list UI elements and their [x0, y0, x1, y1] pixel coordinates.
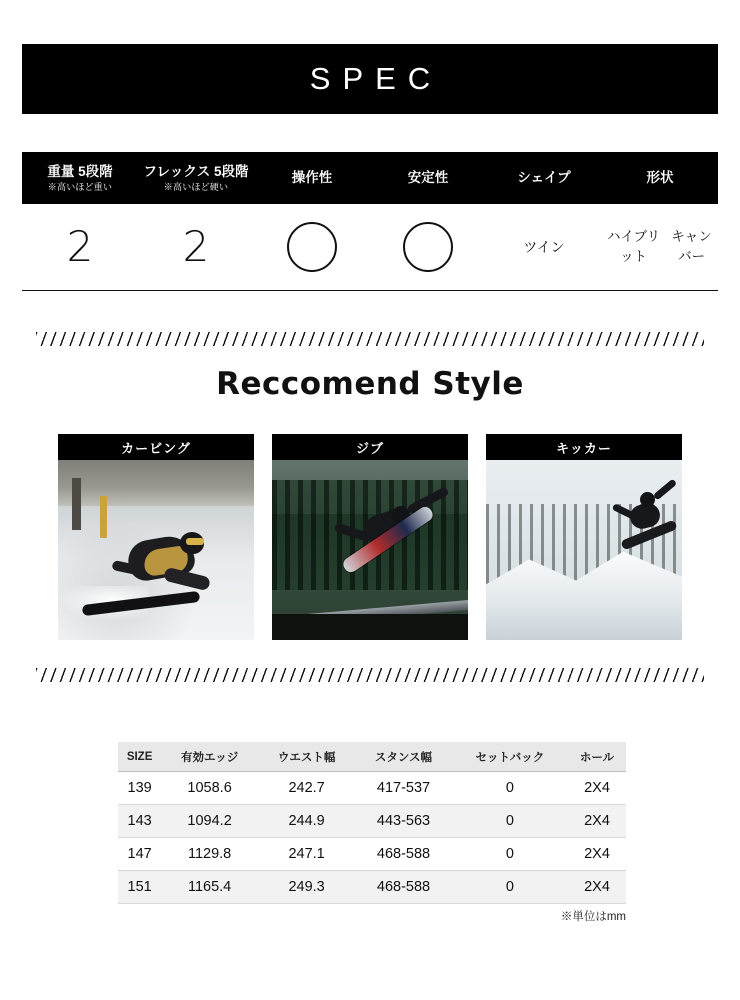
size-table-header-row [118, 742, 626, 772]
spec-header-form-label: 形状 [646, 170, 674, 186]
recommend-style-title: Reccomend Style [216, 366, 524, 402]
carving-photo [58, 460, 254, 640]
kicker-photo [486, 460, 682, 640]
size-col-effective-edge: 有効エッジ [161, 742, 258, 772]
size-table-note: ※単位はmm [560, 911, 626, 923]
spec-table-header-row [22, 152, 718, 204]
spec-value-form-line1: ハイブリット [607, 229, 661, 264]
spec-header-flex-label: フレックス 5段階 [143, 164, 249, 180]
spec-value-weight: 2 [66, 221, 94, 271]
spec-table-value-row [22, 204, 718, 291]
rider-figure [330, 486, 450, 576]
recommend-card-carving [58, 434, 254, 640]
rider-goggles [186, 538, 204, 545]
cell-setback: 0 [452, 871, 568, 904]
cell-effective-edge: 1094.2 [161, 805, 258, 838]
cell-hole: 2X4 [568, 871, 626, 904]
spec-header-flex-note: ※高いほど硬い [163, 181, 229, 192]
rider-head [640, 492, 655, 507]
rider-figure [106, 532, 222, 602]
cell-size: 143 [118, 805, 161, 838]
cell-waist-width: 249.3 [258, 871, 355, 904]
cell-effective-edge: 1129.8 [161, 838, 258, 871]
cell-hole: 2X4 [568, 805, 626, 838]
circle-icon [287, 222, 337, 272]
spec-header-shape-label: シェイプ [517, 170, 571, 186]
spec-header-flex [138, 152, 254, 204]
size-col-size: SIZE [118, 742, 161, 772]
spec-value-form [602, 204, 718, 290]
cell-stance-width: 417-537 [355, 772, 452, 805]
size-col-hole: ホール [568, 742, 626, 772]
spec-banner-title: SPEC [309, 61, 443, 96]
recommend-card-kicker [486, 434, 682, 640]
cell-setback: 0 [452, 838, 568, 871]
spec-header-handling-label: 操作性 [291, 170, 333, 186]
rider-figure [612, 484, 678, 546]
spec-header-weight-label: 重量 5段階 [47, 164, 113, 180]
size-col-setback: セットバック [452, 742, 568, 772]
spec-table [22, 152, 718, 291]
circle-icon [403, 222, 453, 272]
spec-header-weight [22, 152, 138, 204]
size-table [118, 742, 626, 904]
tree-background [58, 460, 254, 506]
spec-header-stability [370, 152, 486, 204]
spec-banner [22, 44, 718, 114]
cell-stance-width: 468-588 [355, 838, 452, 871]
spec-value-stability [370, 204, 486, 290]
spec-value-form-line2: キャンバー [671, 229, 712, 264]
cell-effective-edge: 1058.6 [161, 772, 258, 805]
hatch-divider-top [36, 332, 704, 346]
table-row [118, 805, 626, 838]
rider-arm-left [653, 478, 677, 500]
table-row [118, 838, 626, 871]
recommend-card-kicker-label: キッカー [486, 434, 682, 460]
recommend-card-jib-label: ジブ [272, 434, 468, 460]
size-col-stance-width: スタンス幅 [355, 742, 452, 772]
cell-waist-width: 247.1 [258, 838, 355, 871]
cell-stance-width: 443-563 [355, 805, 452, 838]
size-col-waist-width: ウエスト幅 [258, 742, 355, 772]
spec-value-shape: ツイン [523, 238, 565, 255]
cell-stance-width: 468-588 [355, 871, 452, 904]
recommend-card-carving-label: カービング [58, 434, 254, 460]
cell-hole: 2X4 [568, 838, 626, 871]
cell-waist-width: 242.7 [258, 772, 355, 805]
spec-header-stability-label: 安定性 [407, 170, 449, 186]
jib-photo [272, 460, 468, 640]
spec-value-flex: 2 [182, 221, 210, 271]
ground-foreground [272, 614, 468, 640]
spec-value-handling [254, 204, 370, 290]
cell-effective-edge: 1165.4 [161, 871, 258, 904]
recommend-cards [58, 434, 682, 640]
cell-waist-width: 244.9 [258, 805, 355, 838]
table-row [118, 871, 626, 904]
cell-hole: 2X4 [568, 772, 626, 805]
recommend-card-jib [272, 434, 468, 640]
cell-size: 147 [118, 838, 161, 871]
post-object [72, 478, 81, 530]
hatch-divider-bottom [36, 668, 704, 682]
cell-size: 139 [118, 772, 161, 805]
cell-setback: 0 [452, 805, 568, 838]
cell-setback: 0 [452, 772, 568, 805]
spec-header-weight-note: ※高いほど重い [47, 181, 113, 192]
spec-header-handling [254, 152, 370, 204]
cell-size: 151 [118, 871, 161, 904]
spec-header-shape [486, 152, 602, 204]
spec-header-form [602, 152, 718, 204]
table-row [118, 772, 626, 805]
